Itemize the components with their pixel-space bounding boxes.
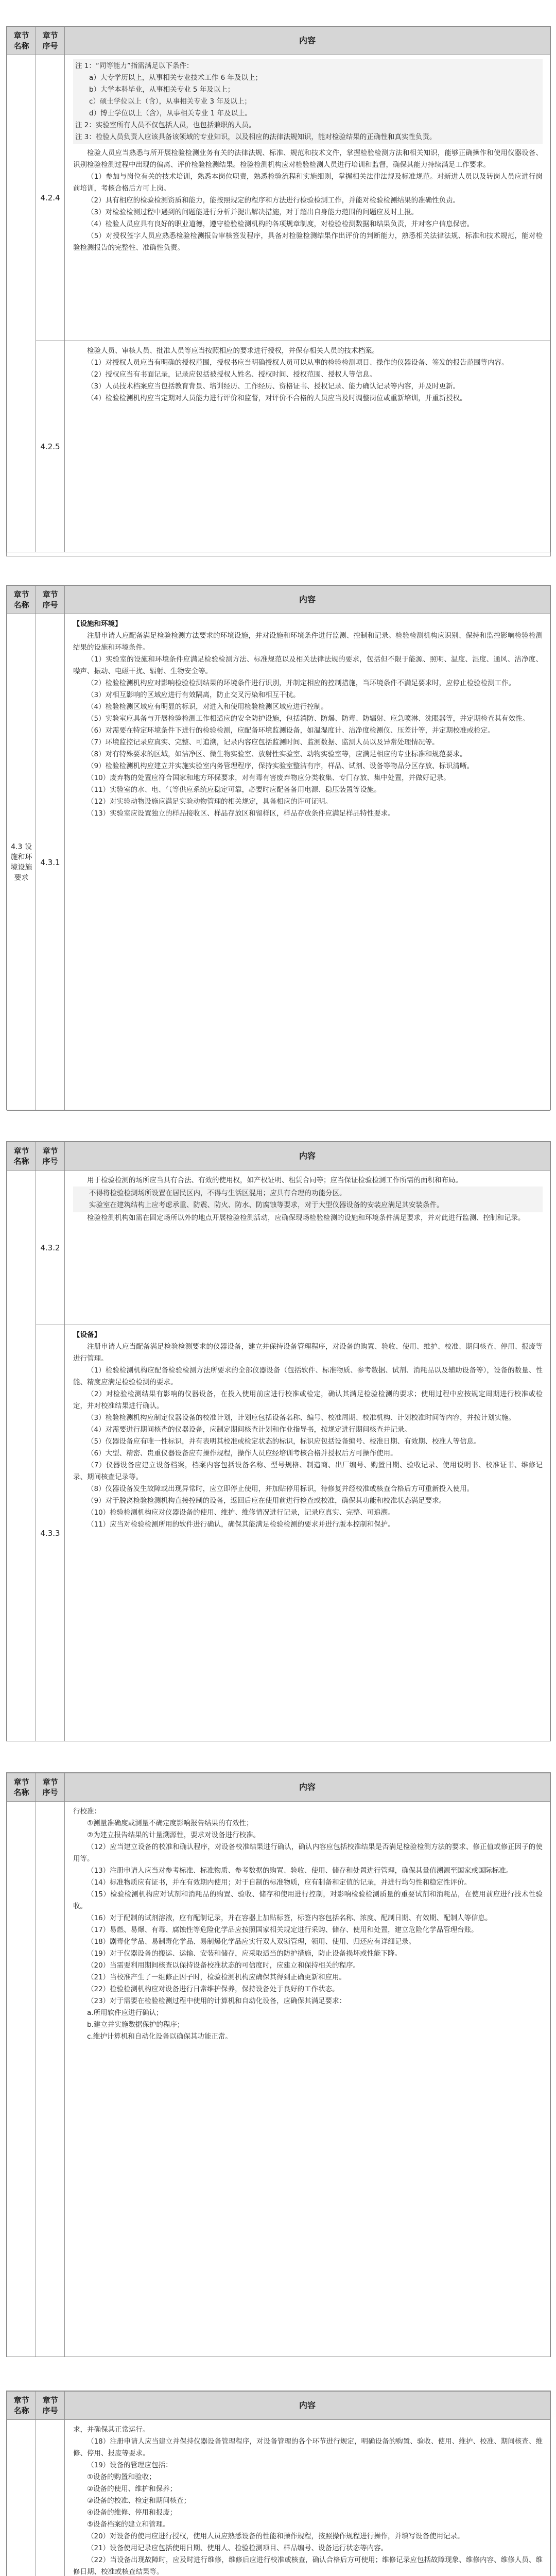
- page-3: [6, 1141, 551, 1741]
- content-cell: [65, 1802, 550, 2357]
- content-cell: [65, 2420, 550, 2576]
- page-4: [6, 1772, 551, 2357]
- table-row: [7, 1325, 550, 1741]
- table-row: [7, 341, 550, 552]
- header-chapter-number: 章节 序号: [36, 2392, 65, 2420]
- text-line: ②设备的使用、维护和保养；: [87, 2485, 177, 2493]
- text-line: （13）注册申请人应当对参考标准、标准物质、参考数据的购置、验收、使用、储存和处置进行管理，确保其量值溯源至国家或国际标准。: [87, 1867, 513, 1875]
- text-line: （1）实验室的设施和环境条件应满足检验检测方法、标准规范以及相关法律法规的要求，包括但不限于能源、照明、温度、湿度、通风、洁净度、噪声、振动、电磁干扰、辐射、生物安全等。: [73, 655, 543, 675]
- text-line: （13）实验室应设置独立的样品接收区、样品存放区和留样区，样品存放条件应满足样品特性要求。: [87, 809, 395, 818]
- text-line: 检验检测机构如需在固定场所以外的地点开展检验检测活动，应确保现场检验检测的设施和环境条件满足要求，并对此进行监测、控制和记录。: [87, 1214, 525, 1222]
- table-row: [7, 55, 550, 341]
- text-line: 检验人员、审核人员、批准人员等应当按照相应的要求进行授权，并保存相关人员的技术档案。: [87, 347, 379, 355]
- header-content: 内容: [65, 586, 550, 614]
- text-line: （9）检验检测机构应建立并实施实验室内务管理程序，保持实验室整洁有序，样品、试剂、设备等物品分区存放、标识清晰。: [87, 762, 474, 770]
- table-header-row: [7, 27, 550, 55]
- section-title: 【设备】: [73, 1331, 101, 1339]
- content-cell: [65, 1325, 550, 1741]
- header-chapter-number: 章节 序号: [36, 1773, 65, 1802]
- text-line: （6）对需要在特定环境条件下进行的检验检测，应配备环境监测设备，如温湿度计、洁净度检测仪、压差计等，并定期校准或检定。: [87, 726, 495, 735]
- header-content: 内容: [65, 2392, 550, 2420]
- text-line: （2）具有相应的检验检测资质和能力，能按照规定的程序和方法进行检验检测工作，并能对检验检测结果的准确性负责。: [87, 196, 460, 205]
- chapter-name: 4.3 设施和环境设施要求: [7, 614, 36, 1111]
- text-line: （5）对授权签字人员应熟悉检验检测报告审核签发程序，具备对检验检测结果作出评价的判断能力，熟悉相关法律法规、标准和技术规范，能对检验检测报告的完整性、准确性负责。: [73, 232, 543, 252]
- page-4-table: [7, 1773, 550, 2357]
- chapter-name-cell: [7, 1171, 36, 1741]
- text-line: （4）检验检测区域应有明显的标识，对进入和使用检验检测区域应进行控制。: [87, 703, 328, 711]
- header-content: 内容: [65, 1773, 550, 1802]
- text-line: ③设备的校准、检定和期间核查；: [87, 2497, 191, 2505]
- text-line: 用于检验检测的场所应当具有合法、有效的使用权，如产权证明、租赁合同等；应当保证检验检测工作所需的面积和布局。: [87, 1176, 462, 1184]
- text-line: a）大专学历以上，从事相关专业技术工作 6 年及以上；: [89, 74, 262, 82]
- header-chapter-name: 章节 名称: [7, 27, 36, 55]
- text-line: （2）对检验检测结果有影响的仪器设备，在投入使用前应进行校准或检定，确认其满足检验检测的要求；使用过程中应按规定周期进行校准或检定，并对校准结果进行确认。: [73, 1390, 543, 1410]
- text-line: （20）对设备的使用应进行授权，使用人员应熟悉设备的性能和操作规程，按照操作规程进行操作，并填写设备使用记录。: [87, 2532, 464, 2540]
- section-number: 4.3.2: [36, 1171, 65, 1325]
- text-line: （5）仪器设备应有唯一性标识，并有表明其校准或检定状态的标识，标识应包括设备编号、校准日期、有效期、校准人等信息。: [87, 1437, 481, 1446]
- table-header-row: [7, 586, 550, 614]
- section-number: 4.2.4: [36, 55, 65, 341]
- text-line: b.建立并实施数据保护的程序；: [87, 2021, 184, 2029]
- text-line: 注册申请人应当配备满足检验检测要求的仪器设备，建立并保持设备管理程序，对设备的购置、验收、使用、维护、校准、期间核查、停用、报废等进行管理。: [73, 1343, 543, 1363]
- text-line: （2）授权应当有书面记录，记录应包括被授权人姓名、授权时间、授权范围、授权人等信息。: [87, 370, 377, 379]
- text-line: （1）对授权人员应当有明确的授权范围，授权书应当明确授权人员可以从事的检验检测项目、操作的仪器设备、签发的报告范围等内容。: [87, 359, 509, 367]
- text-line: b）大学本科毕业，从事相关专业 5 年及以上；: [89, 86, 235, 94]
- text-line: （11）应当对检验检测所用的软件进行确认，确保其能满足检验检测的要求并进行版本控制和保护。: [87, 1520, 395, 1529]
- page-1: [6, 26, 551, 556]
- text-line: 注 2：实验室所有人员不仅包括人员，也包括兼职的人员。: [75, 121, 256, 129]
- text-line: （1）参加与岗位有关的技术培训，熟悉本岗位职责，熟悉检验流程和实施细则，掌握相关法律法规及标准规范。对新进人员以及转岗人员应进行岗前培训，考核合格后方可上岗。: [73, 173, 543, 193]
- text-line: a.所用软件应进行确认；: [87, 2009, 163, 2017]
- text-line: （8）仪器设备发生故障或出现异常时，应立即停止使用，并加贴停用标识，待修复并经校准或核查合格后方可重新投入使用。: [87, 1485, 474, 1493]
- header-content: 内容: [65, 27, 550, 55]
- text-line: （3）人员技术档案应当包括教育背景、培训经历、工作经历、资格证书、授权记录、能力确认记录等内容，并及时更新。: [87, 382, 460, 391]
- header-chapter-name: 章节 名称: [7, 1142, 36, 1171]
- header-chapter-name: 章节 名称: [7, 2392, 36, 2420]
- text-line: c）硕士学位以上（含），从事相关专业 3 年及以上；: [89, 97, 251, 106]
- page-5: [6, 2391, 551, 2576]
- header-content: 内容: [65, 1142, 550, 1171]
- text-line: （15）检验检测机构应对试剂和消耗品的购置、验收、储存和使用进行控制，对影响检验检测质量的重要试剂和消耗品，在使用前应进行技术性验收。: [73, 1890, 543, 1910]
- text-line: 注 1：“同等能力”指需满足以下条件：: [75, 62, 194, 70]
- text-line: ⑤设备档案的建立和管理。: [87, 2520, 170, 2529]
- text-line: 检验人员应当熟悉与所开展检验检测业务有关的法律法规、标准、规范和技术文件，掌握检验检测方法和相关知识，能够正确操作和使用仪器设备、识别检验检测过程中出现的偏离、评价检验检测结果。检验检测机构应对检验检测人员进行培训和监督，确保其能力持续满足工作要求。: [73, 149, 543, 169]
- table-header-row: [7, 2392, 550, 2420]
- text-line: （21）当校准产生了一组修正因子时，检验检测机构应确保其得到正确更新和应用。: [87, 1973, 346, 1981]
- content-cell: [65, 614, 550, 1111]
- text-line: 注 3：检验人员负责人应该具备该领域的专业知识，以及相应的法律法规知识，能对检验结果的正确性和真实性负责。: [75, 133, 437, 141]
- text-line: （2）检验检测机构应对影响检验检测结果的环境条件进行识别，并制定相应的控制措施，当环境条件不满足要求时，应停止检验检测工作。: [87, 679, 516, 687]
- table-row: [7, 1802, 550, 2357]
- text-line: （12）对实验动物设施应满足实验动物管理的相关规定，具备相应的许可证明。: [87, 798, 333, 806]
- header-chapter-number: 章节 序号: [36, 1142, 65, 1171]
- text-line: （6）大型、精密、贵重仪器设备应有操作规程，操作人员应经培训考核合格并授权后方可操作使用。: [87, 1449, 397, 1458]
- text-line: 不得将检验检测场所设置在居民区内，不得与生活区混用；应具有合理的功能分区。: [89, 1189, 346, 1197]
- text-line: （19）对于仪器设备的搬运、运输、安装和储存，应采取适当的防护措施，防止设备损坏或性能下降。: [87, 1950, 402, 1958]
- text-line: （3）对检验检测过程中遇到的问题能进行分析并提出解决措施，对于超出自身能力范围的问题应及时上报。: [87, 208, 419, 216]
- text-line: （16）对于配制的试剂溶液，应有配制记录，并在容器上加贴标签，标签内容包括名称、浓度、配制日期、有效期、配制人等信息。: [87, 1914, 492, 1922]
- text-line: 实验室在建筑结构上应考虑承重、防震、防火、防水、防腐蚀等要求，对于大型仪器设备的安装应满足其安装条件。: [89, 1201, 444, 1209]
- text-line: （4）检验人员应具有良好的职业道德，遵守检验检测机构的各项规章制度，对检验检测数据和结果负责，并对客户信息保密。: [87, 220, 474, 228]
- text-line: （23）对于需要在检验检测过程中使用的计算机和自动化设备，应确保其满足要求：: [87, 1997, 346, 2005]
- text-line: （9）对于脱离检验检测机构直接控制的设备，返回后应在使用前进行检查或校准，确保其功能和校准状态满足要求。: [87, 1497, 446, 1505]
- page-2-table: [7, 585, 550, 1111]
- text-line: ②为建立报告结果的计量溯源性，要求对设备进行校准。: [87, 1831, 260, 1839]
- text-line: （22）检验检测机构应对设备进行日常维护保养，保持设备处于良好的工作状态。: [87, 1985, 339, 1993]
- page-5-table: [7, 2391, 550, 2576]
- text-line: ④设备的维修、停用和报废；: [87, 2509, 177, 2517]
- text-line: （3）对相互影响的区域应进行有效隔离，防止交叉污染和相互干扰。: [87, 691, 300, 699]
- text-line: d）博士学位以上（含），从事相关专业 1 年及以上。: [89, 109, 252, 117]
- text-line: （3）检验检测机构应制定仪器设备的校准计划，计划应包括设备名称、编号、校准周期、校准机构、计划校准时间等内容，并按计划实施。: [87, 1414, 516, 1422]
- chapter-name-cell: [7, 2420, 36, 2576]
- text-line: 注册申请人应配备满足检验检测方法要求的环境设施，并对设施和环境条件进行监测、控制和记录。检验检测机构应识别、保持和监控影响检验检测结果的设施和环境条件。: [73, 632, 543, 652]
- text-line: （11）实验室的水、电、气等供应系统应稳定可靠，必要时应配备备用电源、稳压装置等设施。: [87, 786, 381, 794]
- text-line: （4）检验检测机构应当定期对人员能力进行评价和监督，对评价不合格的人员应当及时调整岗位或重新培训，并重新授权。: [87, 394, 467, 402]
- header-chapter-number: 章节 序号: [36, 27, 65, 55]
- text-line: 求，并确保其正常运行。: [73, 2426, 150, 2434]
- page-2: [6, 585, 551, 1110]
- header-chapter-number: 章节 序号: [36, 586, 65, 614]
- note-block: [73, 59, 543, 144]
- text-line: （12）应当建立设备的校准和确认程序，对设备校准结果进行确认，确认内容应包括校准结果是否满足检验检测方法的要求、修正值或修正因子的使用等。: [73, 1843, 543, 1863]
- text-line: （10）废弃物的处置应符合国家和地方环保要求，对有毒有害废弃物应分类收集、专门存放、集中处置，并做好记录。: [87, 774, 450, 782]
- text-line: （10）检验检测机构应对仪器设备的使用、维护、维修情况进行记录，记录应真实、完整、可追溯。: [87, 1509, 395, 1517]
- header-chapter-name: 章节 名称: [7, 586, 36, 614]
- chapter-number-cell: [36, 2420, 65, 2576]
- text-line: （20）当需要利用期间核查以保持设备校准状态的可信度时，应建立和保持相关的程序。: [87, 1961, 360, 1970]
- text-line: （18）注册申请人应当建立并保持仪器设备管理程序，对设备管理的各个环节进行规定，明确设备的购置、验收、使用、维护、校准、期间核查、维修、停用、报废等要求。: [73, 2437, 543, 2458]
- chapter-name-cell: [7, 1802, 36, 2357]
- header-chapter-name: 章节 名称: [7, 1773, 36, 1802]
- text-line: （18）剧毒化学品、易制毒化学品、易制爆化学品应实行双人双锁管理，领用、使用、归还应有详细记录。: [87, 1938, 416, 1946]
- table-row: [7, 2420, 550, 2576]
- text-line: ①测量准确度或测量不确定度影响报告结果的有效性；: [87, 1819, 253, 1827]
- text-line: （14）标准物质应有证书，并在有效期内使用；对于自制的标准物质，应有制备和定值的记录，并进行均匀性和稳定性评价。: [87, 1878, 472, 1887]
- page-3-table: [7, 1142, 550, 1741]
- text-line: （19）设备的管理应包括：: [87, 2461, 172, 2469]
- content-cell: [65, 341, 550, 552]
- section-number: 4.2.5: [36, 341, 65, 552]
- table-row: [7, 614, 550, 1111]
- content-cell: [65, 55, 550, 341]
- paragraph-block: [73, 147, 543, 254]
- text-line: （8）对有特殊要求的区域，如洁净区、微生物实验室、放射性实验室、动物实验室等，应满足相应的专业标准和规范要求。: [87, 750, 467, 758]
- text-line: 行校准：: [73, 1807, 101, 1816]
- chapter-number-cell: [36, 1802, 65, 2357]
- text-line: （5）实验室应具备与开展检验检测工作相适应的安全防护设施，包括消防、防爆、防毒、防辐射、应急喷淋、洗眼器等，并定期检查其有效性。: [87, 715, 530, 723]
- content-cell: [65, 1171, 550, 1325]
- text-line: c.维护计算机和自动化设备以确保其功能正常。: [87, 2032, 232, 2041]
- section-number: 4.3.1: [36, 614, 65, 1111]
- table-row: [7, 1171, 550, 1325]
- highlight-block: [73, 1187, 543, 1212]
- section-number: 4.3.3: [36, 1325, 65, 1741]
- text-line: （4）对需要进行期间核查的仪器设备，应制定期间核查计划和作业指导书，按规定进行期间核查并记录。: [87, 1426, 411, 1434]
- table-header-row: [7, 1773, 550, 1802]
- text-line: （7）仪器设备应建立设备档案，档案内容包括设备名称、型号规格、制造商、出厂编号、购置日期、验收记录、使用说明书、校准证书、维修记录、期间核查记录等。: [73, 1461, 543, 1481]
- text-line: （1）检验检测机构应配备检验检测方法所要求的全部仪器设备（包括软件、标准物质、参考数据、试剂、消耗品以及辅助设备等），设备的数量、性能、精度应满足检验检测的要求。: [73, 1366, 543, 1386]
- text-line: （7）环境监控记录应真实、完整、可追溯，记录内容应包括监测时间、监测数据、监测人员以及异常处理情况等。: [87, 738, 439, 747]
- chapter-name-cell: [7, 55, 36, 552]
- section-title: 【设施和环境】: [73, 620, 122, 628]
- table-header-row: [7, 1142, 550, 1171]
- text-line: （17）易燃、易爆、有毒、腐蚀性等危险化学品应按照国家相关规定进行采购、储存、使用和处置，建立危险化学品管理台账。: [87, 1926, 478, 1934]
- text-line: （21）设备使用记录应包括使用日期、使用人、检验检测项目、样品编号、设备运行状态等内容。: [87, 2544, 388, 2552]
- text-line: （22）当设备出现故障时，应及时进行维修，维修后应进行校准或核查，确认合格后方可使用；维修记录应包括故障现象、维修内容、维修人员、维修日期、校准或核查结果等。: [73, 2556, 543, 2576]
- text-line: ①设备的购置和验收；: [87, 2473, 156, 2481]
- page-1-table: [7, 26, 550, 552]
